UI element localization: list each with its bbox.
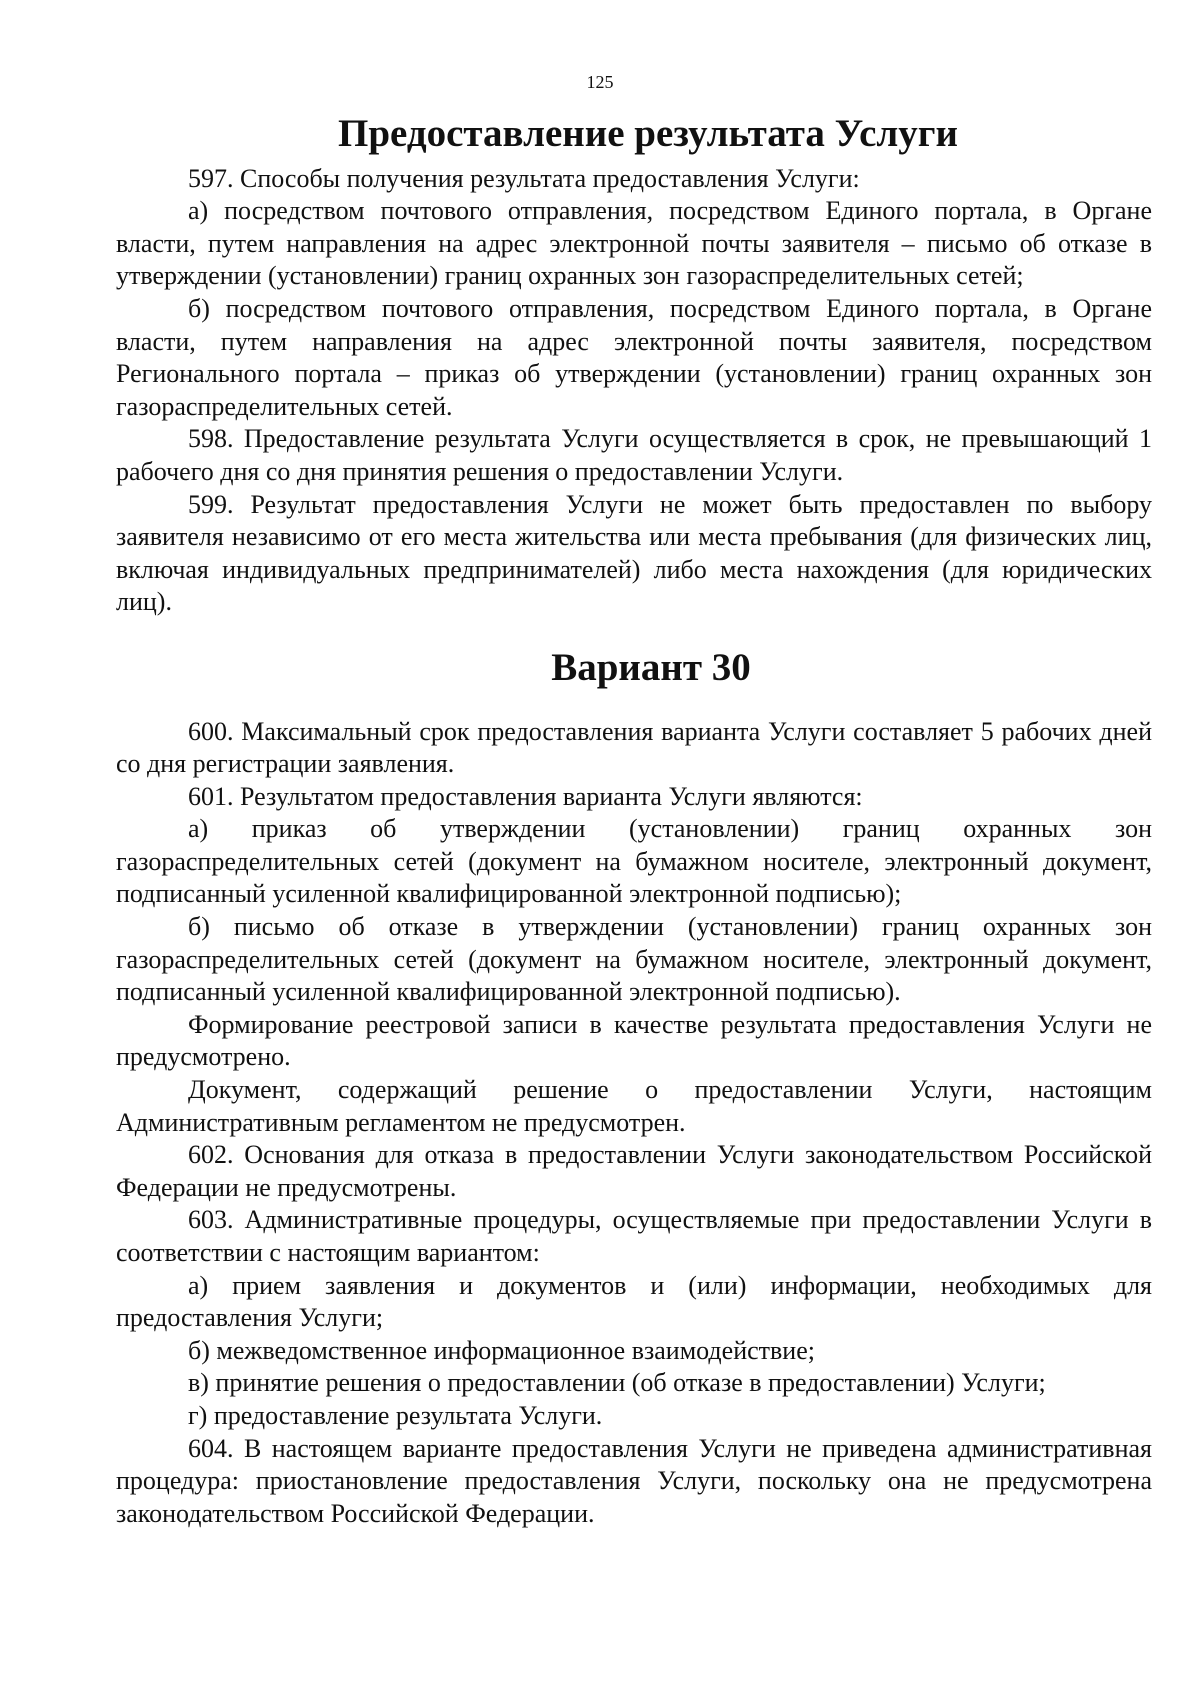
paragraph-600: 600. Максимальный срок предоставления варианта Услуги составляет 5 рабочих дней со дня регистрации заявления. <box>116 716 1152 779</box>
paragraph-registry-record: Формирование реестровой записи в качестве результата предоставления Услуги не предусмотрено. <box>116 1009 1152 1072</box>
paragraph-604: 604. В настоящем варианте предоставления Услуги не приведена административная процедура: приостановление предоставления Услуги, поскольку она не предусмотрена законодательством Российской Федерации. <box>116 1433 1152 1528</box>
paragraph-599: 599. Результат предоставления Услуги не может быть предоставлен по выбору заявителя независимо от его места жительства или места пребывания (для физических лиц, включая индивидуальных предпринимателей) либо места нахождения (для юридических лиц). <box>116 489 1152 617</box>
paragraph-601-a: а) приказ об утверждении (установлении) границ охранных зон газораспределительных сетей (документ на бумажном носителе, электронный документ, подписанный усиленной квалифицированной электронной подписью); <box>116 814 1152 909</box>
paragraph-601-b: б) письмо об отказе в утверждении (установлении) границ охранных зон газораспределительных сетей (документ на бумажном носителе, электронный документ, подписанный усиленной квалифицированной электронной подписью). <box>116 912 1152 1007</box>
document-body <box>116 112 1152 1530</box>
paragraph-597: 597. Способы получения результата предоставления Услуги: <box>188 163 860 193</box>
paragraph-603-v: в) принятие решения о предоставлении (об отказе в предоставлении) Услуги; <box>188 1368 1046 1398</box>
paragraph-603-b: б) межведомственное информационное взаимодействие; <box>188 1335 815 1365</box>
paragraph-603-g: г) предоставление результата Услуги. <box>188 1400 603 1430</box>
paragraph-598: 598. Предоставление результата Услуги осуществляется в срок, не превышающий 1 рабочего дня со дня принятия решения о предоставлении Услуги. <box>116 424 1152 486</box>
paragraph-597-a: а) посредством почтового отправления, посредством Единого портала, в Органе власти, путем направления на адрес электронной почты заявителя – письмо об отказе в утверждении (установлении) границ охранных зон газораспределительных сетей; <box>116 196 1152 291</box>
section-heading-variant-30: Вариант 30 <box>551 645 751 689</box>
paragraph-decision-document: Документ, содержащий решение о предоставлении Услуги, настоящим Административным регламентом не предусмотрен. <box>116 1075 1152 1137</box>
paragraph-603: 603. Административные процедуры, осуществляемые при предоставлении Услуги в соответствии с настоящим вариантом: <box>116 1205 1152 1267</box>
section-heading-result: Предоставление результата Услуги <box>338 112 958 155</box>
page-number: 125 <box>586 72 614 92</box>
paragraph-602: 602. Основания для отказа в предоставлении Услуги законодательством Российской Федерации не предусмотрены. <box>116 1140 1152 1202</box>
paragraph-601: 601. Результатом предоставления варианта Услуги являются: <box>188 781 863 811</box>
paragraph-603-a: а) прием заявления и документов и (или) информации, необходимых для предоставления Услуги; <box>116 1270 1152 1333</box>
paragraph-597-b: б) посредством почтового отправления, посредством Единого портала, в Органе власти, путем направления на адрес электронной почты заявителя, посредством Регионального портала – приказ об утверждении (установлении) границ охранных зон газораспределительных сетей. <box>116 293 1152 421</box>
